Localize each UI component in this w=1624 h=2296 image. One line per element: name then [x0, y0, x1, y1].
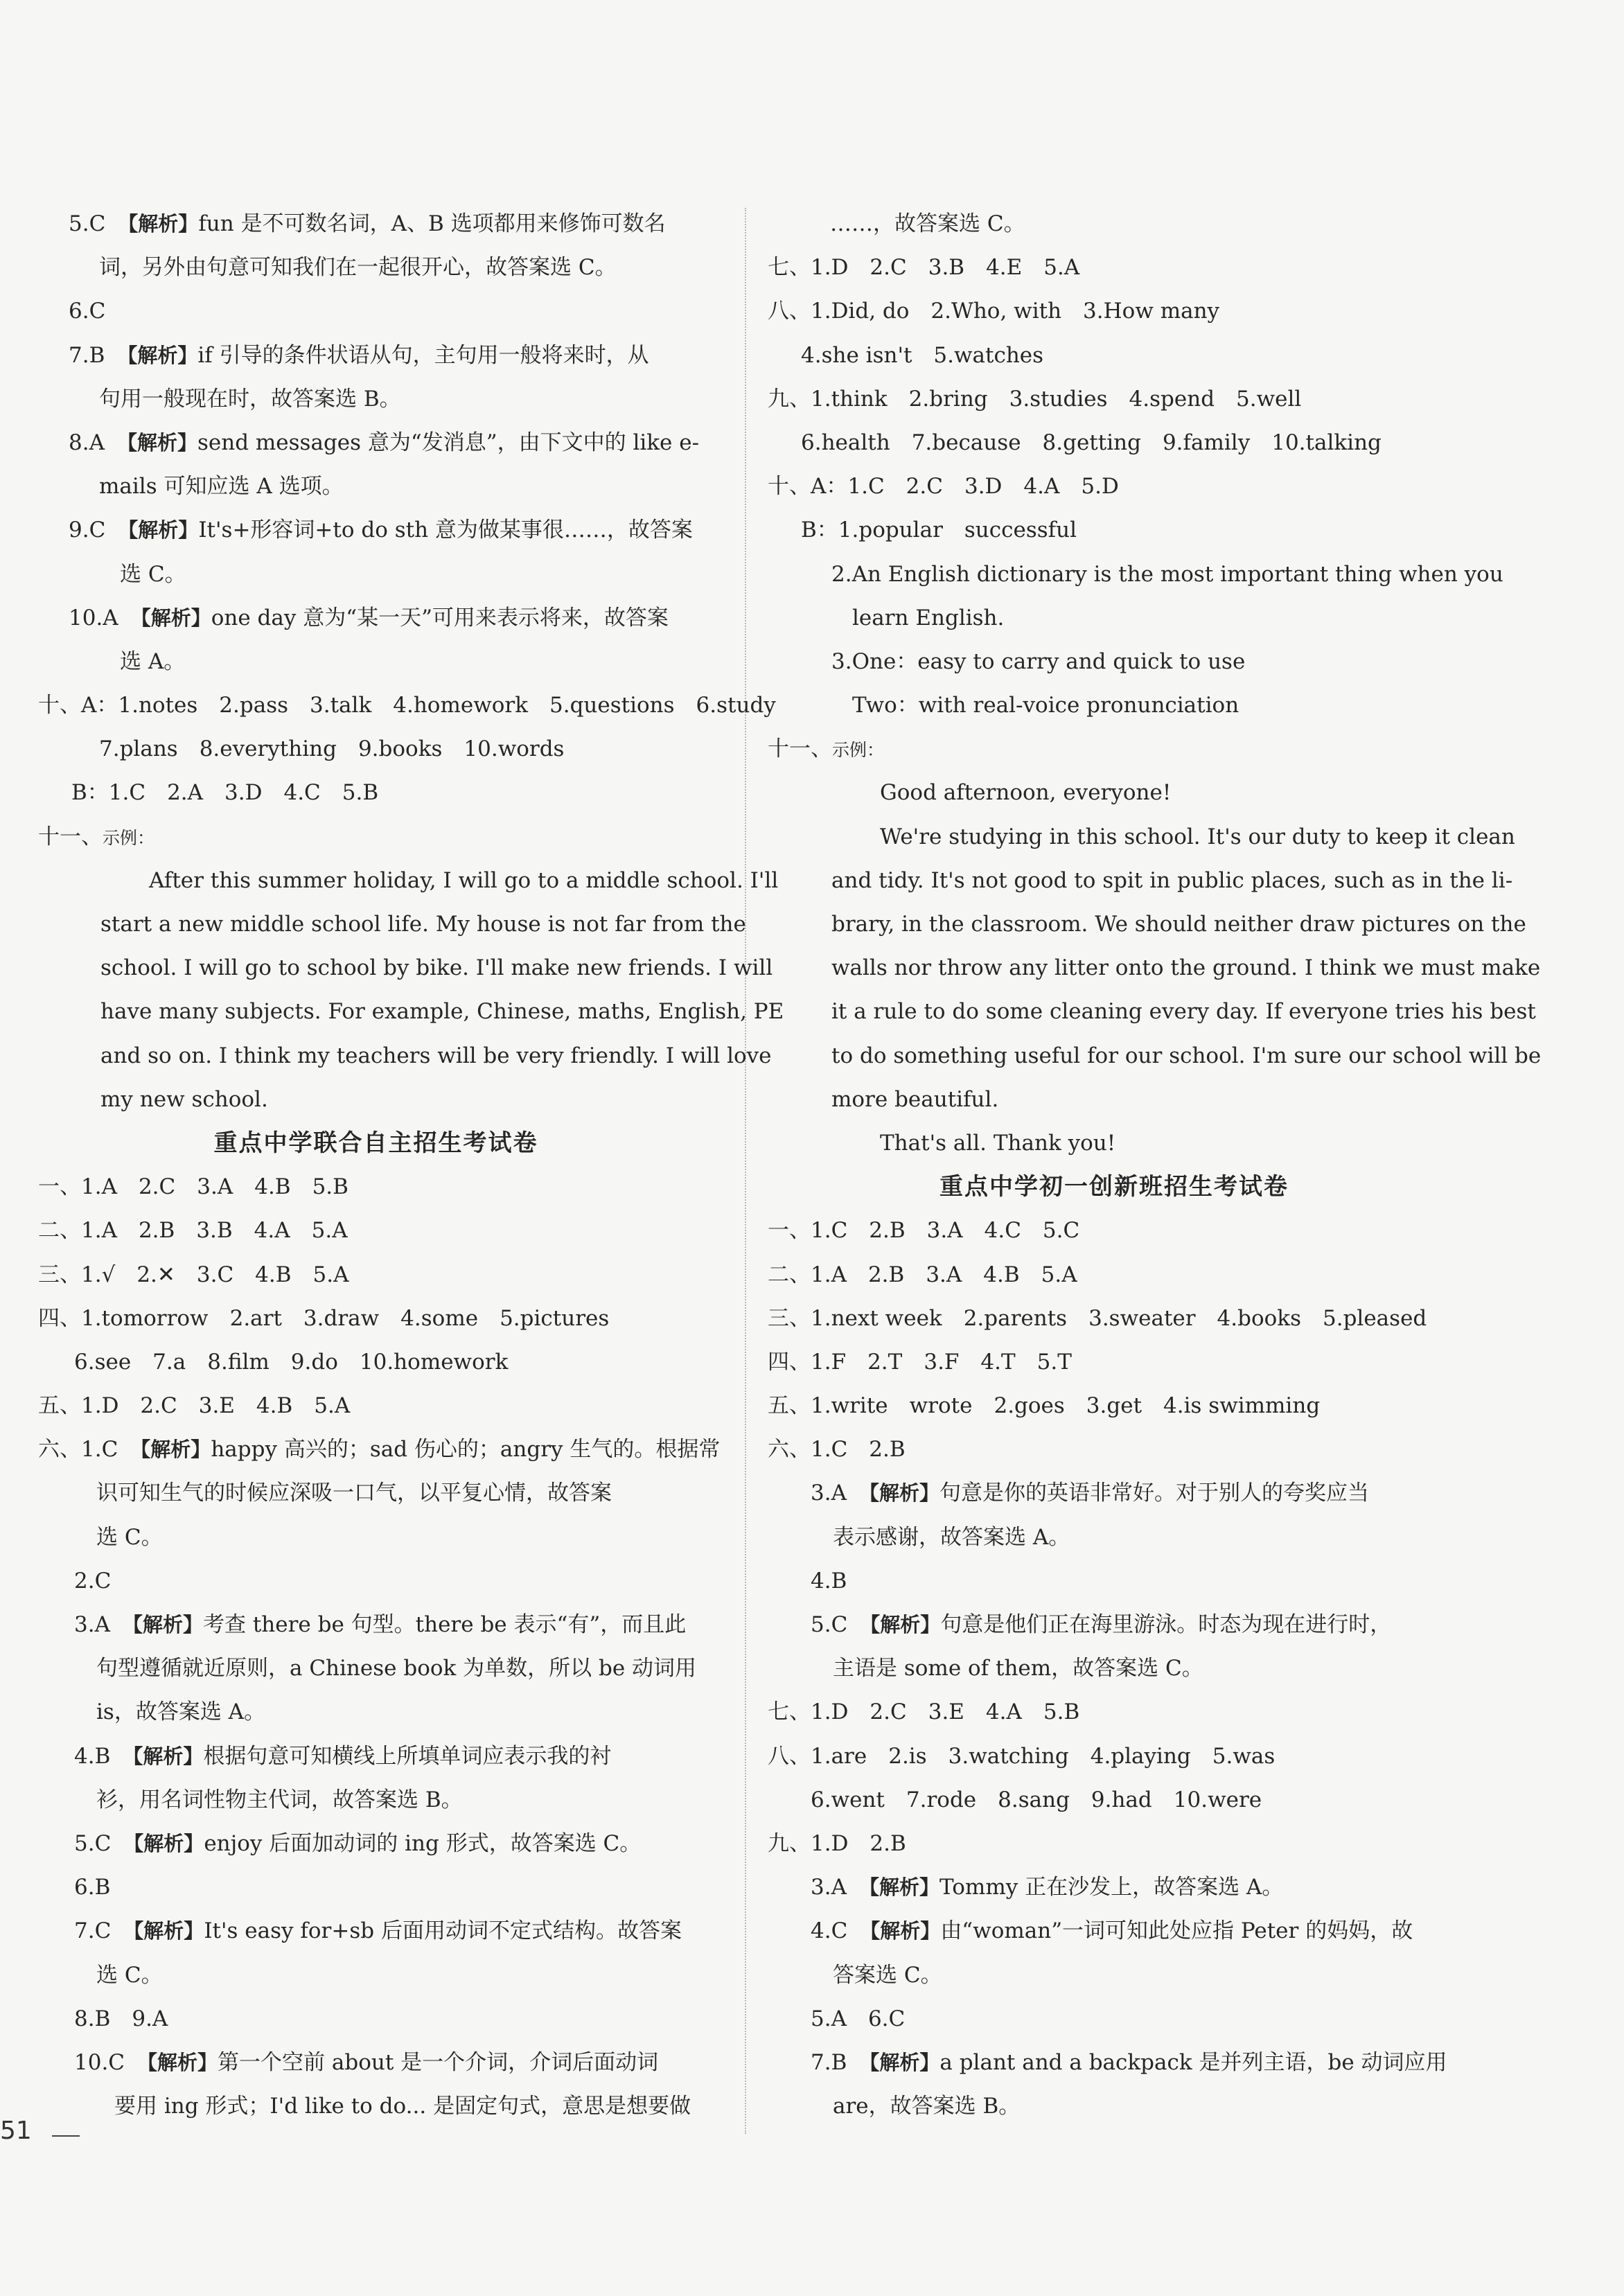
analysis-text: one day 意为“某一天”可用来表示将来，故答案: [211, 605, 669, 630]
analysis-text: 句意是你的英语非常好。对于别人的夸奖应当: [939, 1481, 1369, 1506]
essay-line: it a rule to do some cleaning every day. If everyone tries his best: [831, 999, 1536, 1025]
answer-number: 3.A: [811, 1481, 847, 1506]
answer-line: 五、1.D 2.C 3.E 4.B 5.A: [38, 1393, 351, 1419]
analysis-tag: 【解析】: [118, 212, 199, 236]
answer-line: 8.B 9.A: [74, 2006, 168, 2031]
analysis-text: 第一个空前 about 是一个介词，介词后面动词: [218, 2049, 659, 2075]
answer-line: [38, 597, 714, 640]
answer-number: 10.A: [69, 605, 118, 630]
example-heading: [38, 815, 714, 859]
analysis-text: It's easy for+sb 后面用动词不定式结构。故答案: [204, 1918, 682, 1944]
answer-number: 5.C: [69, 211, 106, 236]
section-number: 十一、: [38, 824, 103, 849]
answer-line: [38, 202, 714, 246]
answer-line: [38, 1735, 714, 1778]
answer-number: 8.A: [69, 430, 105, 455]
answer-line: 三、1.next week 2.parents 3.sweater 4.books 5.pleased: [768, 1305, 1427, 1331]
answer-line: [38, 1603, 714, 1647]
analysis-tag: 【解析】: [130, 1438, 211, 1462]
essay-line: my new school.: [100, 1086, 268, 1112]
answer-line: Two：with real-voice pronunciation: [852, 693, 1239, 718]
answer-number: 4.C: [811, 1918, 848, 1944]
analysis-text: Tommy 正在沙发上，故答案选 A。: [939, 1875, 1284, 1900]
answer-line: 六、1.C 2.B: [768, 1437, 906, 1463]
example-heading: [768, 727, 1460, 771]
analysis-text: if 引导的条件状语从句，主句用一般将来时，从: [197, 342, 649, 368]
answer-line: [38, 2041, 714, 2085]
essay-line: brary, in the classroom. We should neither draw pictures on the: [831, 912, 1526, 937]
analysis-text: 句意是他们正在海里游泳。时态为现在进行时，: [940, 1612, 1392, 1637]
page-number: 51: [0, 2117, 32, 2145]
example-label: 示例：: [832, 740, 885, 761]
answer-line: [38, 1822, 714, 1866]
section-title: 重点中学联合自主招生考试卷: [213, 1129, 538, 1157]
answer-line: 2.C: [74, 1568, 112, 1593]
answer-number: 4.B: [74, 1743, 111, 1769]
answer-line: 表示感谢，故答案选 A。: [833, 1524, 1070, 1550]
answer-line: 6.went 7.rode 8.sang 9.had 10.were: [811, 1787, 1262, 1812]
answer-line: 选 C。: [96, 1962, 163, 1988]
answer-line: 一、1.C 2.B 3.A 4.C 5.C: [768, 1218, 1080, 1244]
answer-line: [38, 509, 714, 552]
analysis-tag: 【解析】: [118, 518, 199, 542]
essay-line: start a new middle school life. My house is not far from the: [100, 912, 746, 937]
analysis-tag: 【解析】: [130, 606, 211, 630]
answer-line: 4.she isn't 5.watches: [801, 342, 1044, 368]
column-divider: [745, 208, 746, 2134]
analysis-text: It's+形容词+to do sth 意为做某事很……，故答案: [198, 518, 693, 543]
answer-line: 答案选 C。: [833, 1962, 942, 1988]
answer-line: 一、1.A 2.C 3.A 4.B 5.B: [38, 1174, 348, 1200]
answer-line: [38, 421, 714, 465]
answer-line: 八、1.Did, do 2.Who, with 3.How many: [768, 299, 1220, 324]
analysis-text: fun 是不可数名词，A、B 选项都用来修饰可数名: [198, 211, 666, 236]
analysis-tag: 【解析】: [858, 1481, 939, 1505]
essay-line: have many subjects. For example, Chinese, maths, English, PE: [100, 999, 784, 1025]
answer-line: 6.health 7.because 8.getting 9.family 10.talking: [801, 430, 1382, 455]
analysis-tag: 【解析】: [859, 2050, 940, 2074]
answer-line: 主语是 some of them，故答案选 C。: [833, 1656, 1203, 1681]
answer-number: 10.C: [74, 2049, 125, 2075]
analysis-text: a plant and a backpack 是并列主语，be 动词应用: [939, 2049, 1447, 2075]
analysis-tag: 【解析】: [860, 1613, 941, 1636]
answer-number: 5.C: [74, 1830, 112, 1856]
analysis-text: 由“woman”一词可知此处应指 Peter 的妈妈，故: [940, 1918, 1413, 1944]
essay-line: and so on. I think my teachers will be very friendly. I will love: [100, 1043, 772, 1068]
answer-line: 八、1.are 2.is 3.watching 4.playing 5.was: [768, 1743, 1276, 1769]
answer-line: B：1.popular successful: [801, 518, 1077, 543]
analysis-tag: 【解析】: [137, 2050, 218, 2074]
left-column: [38, 202, 784, 2128]
answer-line: 4.B: [811, 1568, 847, 1593]
example-label: 示例：: [103, 827, 155, 848]
analysis-tag: 【解析】: [123, 1831, 204, 1855]
analysis-text: 考查 there be 句型。there be 表示“有”，而且此: [202, 1612, 687, 1637]
answer-line: 二、1.A 2.B 3.B 4.A 5.A: [38, 1218, 348, 1244]
answer-number: 3.A: [811, 1875, 847, 1900]
answer-number: 7.B: [69, 342, 105, 368]
answer-line: [38, 1909, 714, 1953]
answer-line: [768, 1866, 1460, 1909]
answer-line: [38, 334, 714, 378]
answer-number: 5.C: [811, 1612, 848, 1637]
answer-line: 选 C。: [120, 561, 186, 587]
answer-line: 6.C: [69, 299, 106, 324]
section-title: 重点中学初一创新班招生考试卷: [939, 1173, 1289, 1201]
right-column: [768, 202, 1542, 2128]
answer-line: 2.An English dictionary is the most important thing when you: [831, 561, 1503, 587]
answer-line: 十、A：1.notes 2.pass 3.talk 4.homework 5.questions 6.study: [38, 693, 776, 718]
answer-line: 要用 ing 形式；I'd like to do... 是固定句式，意思是想要做: [114, 2094, 691, 2119]
essay-line: We're studying in this school. It's our duty to keep it clean: [880, 824, 1515, 849]
answer-line: 3.One：easy to carry and quick to use: [831, 648, 1246, 674]
answer-line: [768, 1472, 1460, 1515]
answer-number: 7.B: [811, 2049, 847, 2075]
essay-line: more beautiful.: [831, 1086, 999, 1112]
answer-line: 七、1.D 2.C 3.E 4.A 5.B: [768, 1699, 1080, 1725]
answer-line: learn English.: [852, 605, 1005, 630]
answer-line: 选 A。: [120, 648, 186, 674]
analysis-tag: 【解析】: [123, 1919, 204, 1943]
answer-line: 九、1.think 2.bring 3.studies 4.spend 5.well: [768, 386, 1302, 412]
analysis-tag: 【解析】: [116, 430, 197, 454]
essay-line: After this summer holiday, I will go to a middle school. I'll: [149, 867, 779, 893]
answer-line: 衫，用名词性物主代词，故答案选 B。: [96, 1787, 463, 1812]
answer-line: 选 C。: [96, 1524, 163, 1550]
answer-line: 四、1.F 2.T 3.F 4.T 5.T: [768, 1349, 1072, 1375]
essay-line: and tidy. It's not good to spit in public places, such as in the li-: [831, 867, 1513, 893]
answer-line: 二、1.A 2.B 3.A 4.B 5.A: [768, 1262, 1077, 1287]
section-number: 十一、: [768, 736, 832, 762]
analysis-tag: 【解析】: [122, 1613, 203, 1636]
analysis-tag: 【解析】: [123, 1744, 204, 1768]
essay-line: That's all. Thank you!: [880, 1130, 1116, 1156]
analysis-text: send messages 意为“发消息”，由下文中的 like e-: [197, 430, 700, 455]
analysis-tag: 【解析】: [858, 1875, 939, 1900]
answer-line: mails 可知应选 A 选项。: [99, 474, 344, 500]
answer-line: are，故答案选 B。: [833, 2094, 1021, 2119]
analysis-text: 根据句意可知横线上所填单词应表示我的衬: [203, 1743, 612, 1769]
answer-line: 三、1.√ 2.✕ 3.C 4.B 5.A: [38, 1262, 349, 1287]
answer-line: ……，故答案选 C。: [830, 211, 1025, 236]
answer-line: [38, 1428, 721, 1472]
essay-line: school. I will go to school by bike. I'll make new friends. I will: [100, 955, 773, 981]
answer-line: 6.see 7.a 8.film 9.do 10.homework: [74, 1349, 509, 1375]
answer-line: 九、1.D 2.B: [768, 1830, 906, 1856]
analysis-text: happy 高兴的；sad 伤心的；angry 生气的。根据常: [211, 1437, 721, 1463]
answer-line: 6.B: [74, 1875, 111, 1900]
answer-number: 9.C: [69, 518, 106, 543]
page-number-rule: [52, 2135, 80, 2137]
answer-line: 7.plans 8.everything 9.books 10.words: [99, 736, 565, 762]
answer-line: 七、1.D 2.C 3.B 4.E 5.A: [768, 255, 1080, 281]
answer-number: 7.C: [74, 1918, 112, 1944]
analysis-tag: 【解析】: [117, 343, 198, 367]
answer-line: 句用一般现在时，故答案选 B。: [99, 386, 401, 412]
analysis-text: enjoy 后面加动词的 ing 形式，故答案选 C。: [204, 1830, 642, 1856]
answer-line: [768, 2041, 1460, 2085]
answer-line: 十、A：1.C 2.C 3.D 4.A 5.D: [768, 474, 1119, 500]
answer-line: 句型遵循就近原则，a Chinese book 为单数，所以 be 动词用: [96, 1656, 697, 1681]
answer-line: [768, 1603, 1460, 1647]
answer-number: 3.A: [74, 1612, 110, 1637]
essay-line: walls nor throw any litter onto the ground. I think we must make: [831, 955, 1541, 981]
answer-line: 四、1.tomorrow 2.art 3.draw 4.some 5.pictures: [38, 1305, 610, 1331]
answer-line: 五、1.write wrote 2.goes 3.get 4.is swimming: [768, 1393, 1321, 1419]
essay-line: Good afternoon, everyone!: [880, 780, 1172, 806]
essay-line: to do something useful for our school. I'm sure our school will be: [831, 1043, 1542, 1068]
answer-line: 识可知生气的时候应深吸一口气，以平复心情，故答案: [96, 1481, 612, 1506]
answer-line: B：1.C 2.A 3.D 4.C 5.B: [71, 780, 379, 806]
answer-line: 5.A 6.C: [811, 2006, 906, 2031]
answer-number: 六、1.C: [38, 1437, 118, 1463]
answer-line: is，故答案选 A。: [96, 1699, 266, 1725]
answer-line: 词，另外由句意可知我们在一起很开心，故答案选 C。: [99, 255, 617, 281]
analysis-tag: 【解析】: [860, 1919, 941, 1943]
answer-line: [768, 1909, 1460, 1953]
